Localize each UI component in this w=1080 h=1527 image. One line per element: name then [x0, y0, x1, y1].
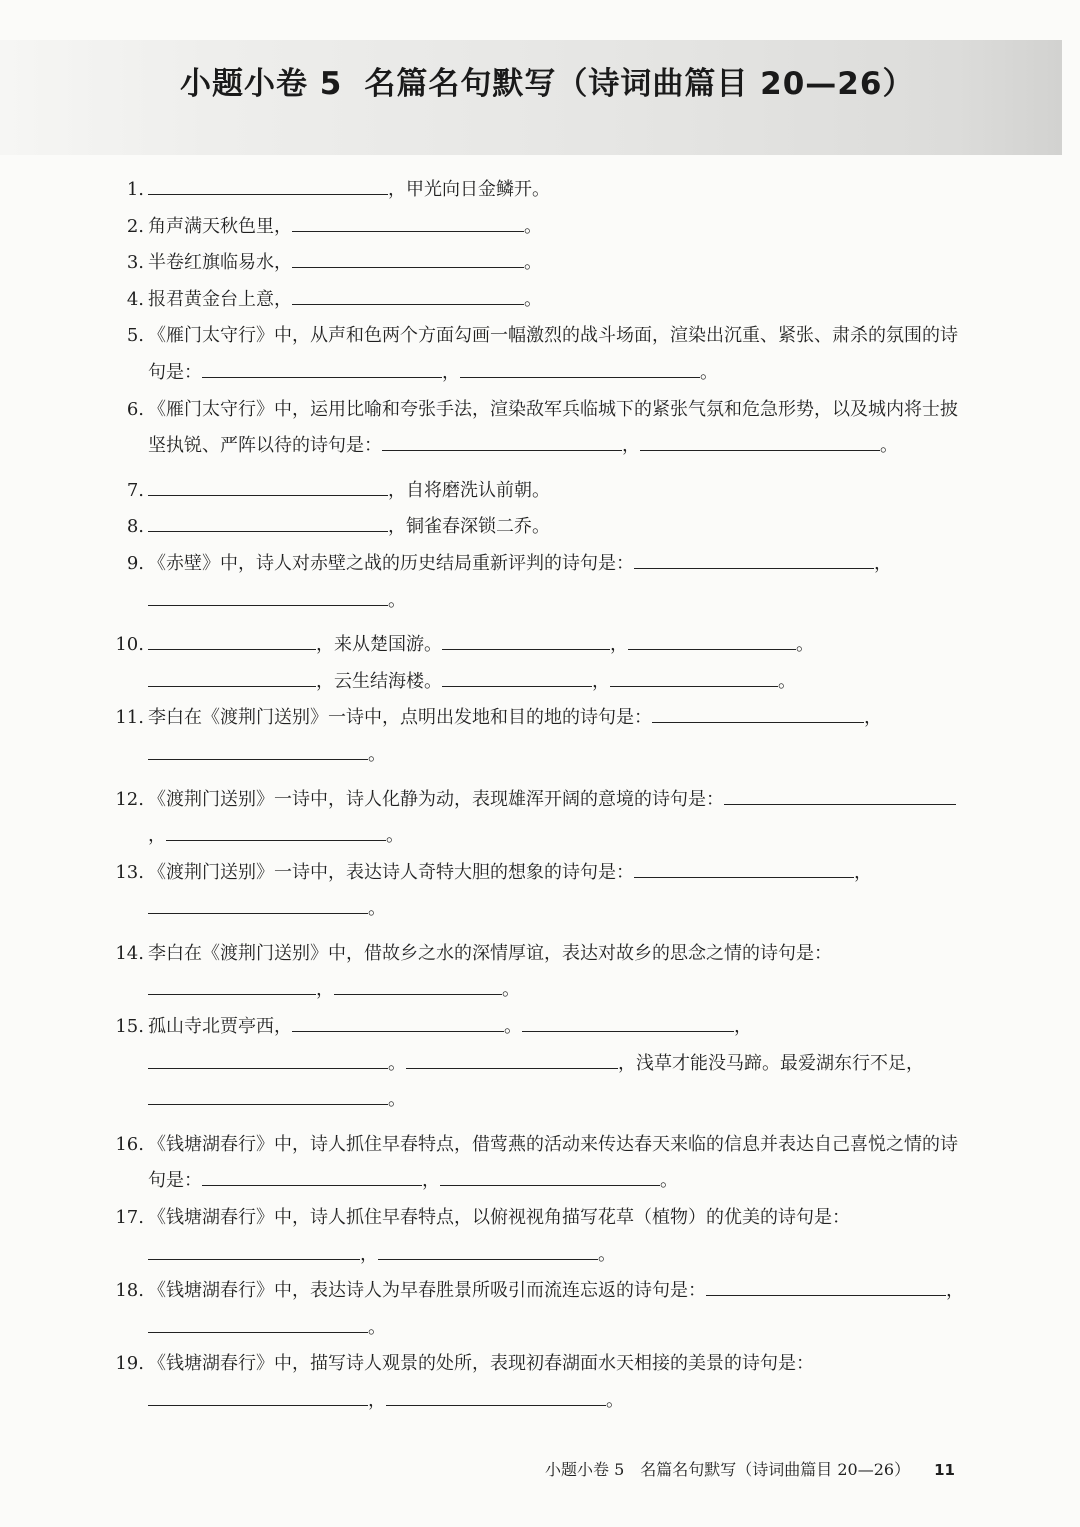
answer-blank[interactable]	[634, 546, 874, 569]
question-text: ，	[874, 552, 892, 574]
question-text: 。	[502, 979, 520, 1001]
question-text: 。	[880, 435, 898, 457]
answer-blank[interactable]	[292, 1009, 504, 1032]
answer-blank[interactable]	[148, 172, 388, 195]
question-text: ，云生结海楼。	[316, 670, 442, 692]
question-number: 19.	[115, 1353, 144, 1375]
question-16	[108, 1127, 966, 1200]
question-number: 18.	[115, 1280, 144, 1302]
question-text: 孤山寺北贾亭西，	[148, 1016, 292, 1038]
question-number: 6.	[126, 398, 144, 420]
question-number: 7.	[126, 479, 144, 501]
question-text: ，铜雀春深锁二乔。	[388, 516, 550, 538]
question-number: 14.	[115, 942, 144, 964]
question-number: 4.	[126, 288, 144, 310]
answer-blank[interactable]	[440, 1163, 660, 1186]
page-title-main: 小题小卷 5	[180, 66, 343, 102]
question-text: ，	[622, 435, 640, 457]
question-13	[108, 855, 966, 928]
question-text: ，	[946, 1280, 964, 1302]
question-number: 15.	[115, 1016, 144, 1038]
question-text: ，浅草才能没马蹄。最爱湖东行不足，	[618, 1052, 924, 1074]
question-text: ，来从楚国游。	[316, 634, 442, 656]
question-text: ，	[368, 1390, 386, 1411]
answer-blank[interactable]	[724, 782, 956, 805]
question-1	[108, 172, 966, 209]
question-text: 。	[504, 1016, 522, 1038]
question-text: 。	[660, 1170, 678, 1192]
answer-blank[interactable]	[628, 627, 796, 650]
question-text: 。	[524, 215, 542, 237]
answer-blank[interactable]	[148, 509, 388, 532]
question-text: 。	[368, 1316, 386, 1338]
question-text: 李白在《渡荆门送别》中，借故乡之水的深情厚谊，表达对故乡的思念之情的诗句是：	[148, 942, 832, 964]
question-3	[108, 245, 966, 282]
question-text: 李白在《渡荆门送别》一诗中，点明出发地和目的地的诗句是：	[148, 707, 652, 729]
answer-blank[interactable]	[334, 972, 502, 995]
question-text: ，	[442, 361, 460, 383]
answer-blank[interactable]	[148, 891, 368, 914]
question-text: 。	[386, 825, 404, 847]
answer-blank[interactable]	[382, 428, 622, 451]
question-number: 16.	[115, 1133, 144, 1155]
question-text: 。	[700, 361, 718, 383]
answer-blank[interactable]	[202, 355, 442, 378]
question-text: 。	[778, 670, 796, 692]
answer-blank[interactable]	[148, 972, 316, 995]
question-6	[108, 392, 966, 465]
question-text: ，自将磨洗认前朝。	[388, 479, 550, 501]
answer-blank[interactable]	[148, 737, 368, 760]
answer-blank[interactable]	[706, 1273, 946, 1296]
question-text: 《渡荆门送别》一诗中，诗人化静为动，表现雄浑开阔的意境的诗句是：	[148, 788, 724, 810]
answer-blank[interactable]	[148, 1383, 368, 1406]
page-title-sub: 名篇名句默写（诗词曲篇目 20—26）	[364, 66, 915, 102]
answer-blank[interactable]	[522, 1009, 734, 1032]
question-number: 17.	[115, 1207, 144, 1229]
question-text: ，	[360, 1243, 378, 1265]
question-text: 。	[388, 1089, 406, 1111]
question-12	[108, 782, 966, 855]
answer-blank[interactable]	[148, 1237, 360, 1260]
answer-blank[interactable]	[148, 1082, 388, 1105]
question-text: 《雁门太守行》中，运用比喻和夸张手法，渲染敌军兵临城下的紧张气氛和危急形势，以及城内将士披坚执锐、严阵以待的诗句是：	[148, 398, 958, 457]
question-text: 《钱塘湖春行》中，诗人抓住早春特点，借莺燕的活动来传达春天来临的信息并表达自己喜悦之情的诗句是：	[148, 1133, 958, 1192]
question-number: 2.	[126, 215, 144, 237]
question-text: 《渡荆门送别》一诗中，表达诗人奇特大胆的想象的诗句是：	[148, 861, 634, 883]
question-text: 《雁门太守行》中，从声和色两个方面勾画一幅激烈的战斗场面，渲染出沉重、紧张、肃杀的氛围的诗句是：	[148, 325, 958, 383]
footer-running-title: 小题小卷 5 名篇名句默写（诗词曲篇目 20—26）	[545, 1460, 911, 1479]
question-text: ，	[854, 861, 872, 883]
question-number: 3.	[126, 252, 144, 274]
answer-blank[interactable]	[406, 1046, 618, 1069]
page-footer	[545, 1457, 965, 1480]
question-text: 。	[388, 589, 406, 611]
question-number: 9.	[126, 552, 144, 574]
answer-blank[interactable]	[640, 428, 880, 451]
question-text: 。	[606, 1390, 624, 1411]
answer-blank[interactable]	[610, 664, 778, 687]
question-2	[108, 209, 966, 246]
question-text: ，	[592, 670, 610, 692]
answer-blank[interactable]	[148, 627, 316, 650]
question-17	[108, 1200, 966, 1273]
question-text: 报君黄金台上意，	[148, 288, 292, 310]
answer-blank[interactable]	[460, 355, 700, 378]
question-10	[108, 627, 966, 700]
answer-blank[interactable]	[148, 1310, 368, 1333]
question-text: 《钱塘湖春行》中，诗人抓住早春特点，以俯视视角描写花草（植物）的优美的诗句是：	[148, 1207, 850, 1229]
question-text: ，	[864, 707, 882, 729]
answer-blank[interactable]	[202, 1163, 422, 1186]
question-text: 半卷红旗临易水，	[148, 252, 292, 274]
question-text: 角声满天秋色里，	[148, 215, 292, 237]
answer-blank[interactable]	[148, 473, 388, 496]
answer-blank[interactable]	[166, 818, 386, 841]
answer-blank[interactable]	[292, 245, 524, 268]
question-19	[108, 1346, 966, 1419]
answer-blank[interactable]	[292, 282, 524, 305]
question-11	[108, 700, 966, 773]
question-number: 11.	[115, 707, 144, 729]
question-number: 8.	[126, 516, 144, 538]
question-5	[108, 318, 966, 391]
answer-blank[interactable]	[148, 1046, 388, 1069]
question-text: 。	[524, 252, 542, 274]
question-number: 1.	[126, 179, 144, 200]
page-title	[180, 58, 940, 103]
question-text: 。	[388, 1052, 406, 1074]
question-number: 10.	[115, 634, 144, 656]
answer-blank[interactable]	[634, 855, 854, 878]
question-text: 。	[598, 1243, 616, 1265]
question-number: 12.	[115, 788, 144, 810]
answer-blank[interactable]	[442, 664, 592, 687]
question-text: 。	[368, 898, 386, 920]
question-text: ，	[316, 979, 334, 1001]
question-text: ，	[148, 825, 166, 847]
question-text: ，	[734, 1016, 752, 1038]
question-text: 。	[796, 634, 814, 656]
question-number: 5.	[126, 325, 144, 347]
question-text: ，	[422, 1170, 440, 1192]
answer-blank[interactable]	[442, 627, 610, 650]
question-text: 。	[524, 288, 542, 310]
answer-blank[interactable]	[378, 1237, 598, 1260]
question-4	[108, 282, 966, 319]
question-15	[108, 1009, 966, 1119]
answer-blank[interactable]	[148, 583, 388, 606]
question-number: 13.	[115, 861, 144, 883]
question-text: 《钱塘湖春行》中，描写诗人观景的处所，表现初春湖面水天相接的美景的诗句是：	[148, 1353, 814, 1375]
question-text: 。	[368, 743, 386, 765]
question-18	[108, 1273, 966, 1346]
question-9	[108, 546, 966, 619]
question-14	[108, 936, 966, 1009]
answer-blank[interactable]	[386, 1383, 606, 1406]
question-text: ，甲光向日金鳞开。	[388, 179, 550, 200]
answer-blank[interactable]	[652, 700, 864, 723]
question-text: ，	[610, 634, 628, 656]
question-list	[108, 172, 966, 1420]
answer-blank[interactable]	[292, 209, 524, 232]
answer-blank[interactable]	[148, 664, 316, 687]
question-8	[108, 509, 966, 546]
page-number: 11	[934, 1461, 955, 1479]
question-text: 《钱塘湖春行》中，表达诗人为早春胜景所吸引而流连忘返的诗句是：	[148, 1280, 706, 1302]
question-7	[108, 473, 966, 510]
question-text: 《赤壁》中，诗人对赤壁之战的历史结局重新评判的诗句是：	[148, 552, 634, 574]
